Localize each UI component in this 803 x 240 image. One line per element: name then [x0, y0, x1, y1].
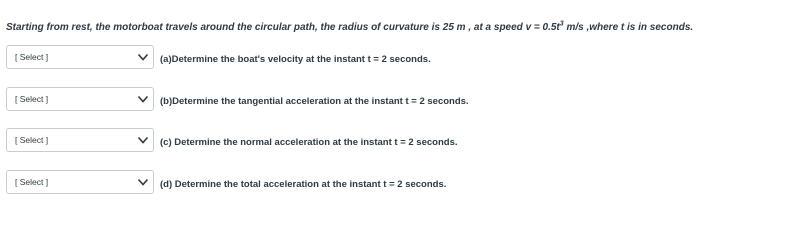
question-row-d: [6, 170, 526, 196]
question-label-b: (b)Determine the tangential acceleration at the instant t = 2 seconds.: [160, 96, 469, 107]
prompt-text-after: m/s ,where t is in seconds.: [563, 22, 694, 33]
question-label-a: (a)Determine the boat's velocity at the instant t = 2 seconds.: [160, 54, 431, 65]
question-row-c: [6, 128, 526, 154]
question-label-c: (c) Determine the normal acceleration at the instant t = 2 seconds.: [160, 137, 458, 148]
chevron-down-icon: [137, 94, 149, 104]
question-prompt: [6, 22, 693, 33]
question-label-d: (d) Determine the total acceleration at the instant t = 2 seconds.: [160, 179, 447, 190]
answer-select-b[interactable]: [6, 87, 154, 111]
prompt-text-before: Starting from rest, the motorboat travels around the circular path, the radius of curvature is 25 m , at a speed v = 0.5t: [6, 22, 560, 33]
select-value: [ Select ]: [15, 177, 49, 187]
question-row-a: [6, 45, 526, 71]
answer-select-a[interactable]: [6, 45, 154, 69]
select-value: [ Select ]: [15, 135, 49, 145]
question-row-b: [6, 87, 526, 113]
answer-select-d[interactable]: [6, 170, 154, 194]
answer-select-c[interactable]: [6, 128, 154, 152]
select-value: [ Select ]: [15, 52, 49, 62]
chevron-down-icon: [137, 52, 149, 62]
prompt-superscript: 3: [559, 20, 564, 28]
chevron-down-icon: [137, 135, 149, 145]
chevron-down-icon: [137, 177, 149, 187]
select-value: [ Select ]: [15, 94, 49, 104]
